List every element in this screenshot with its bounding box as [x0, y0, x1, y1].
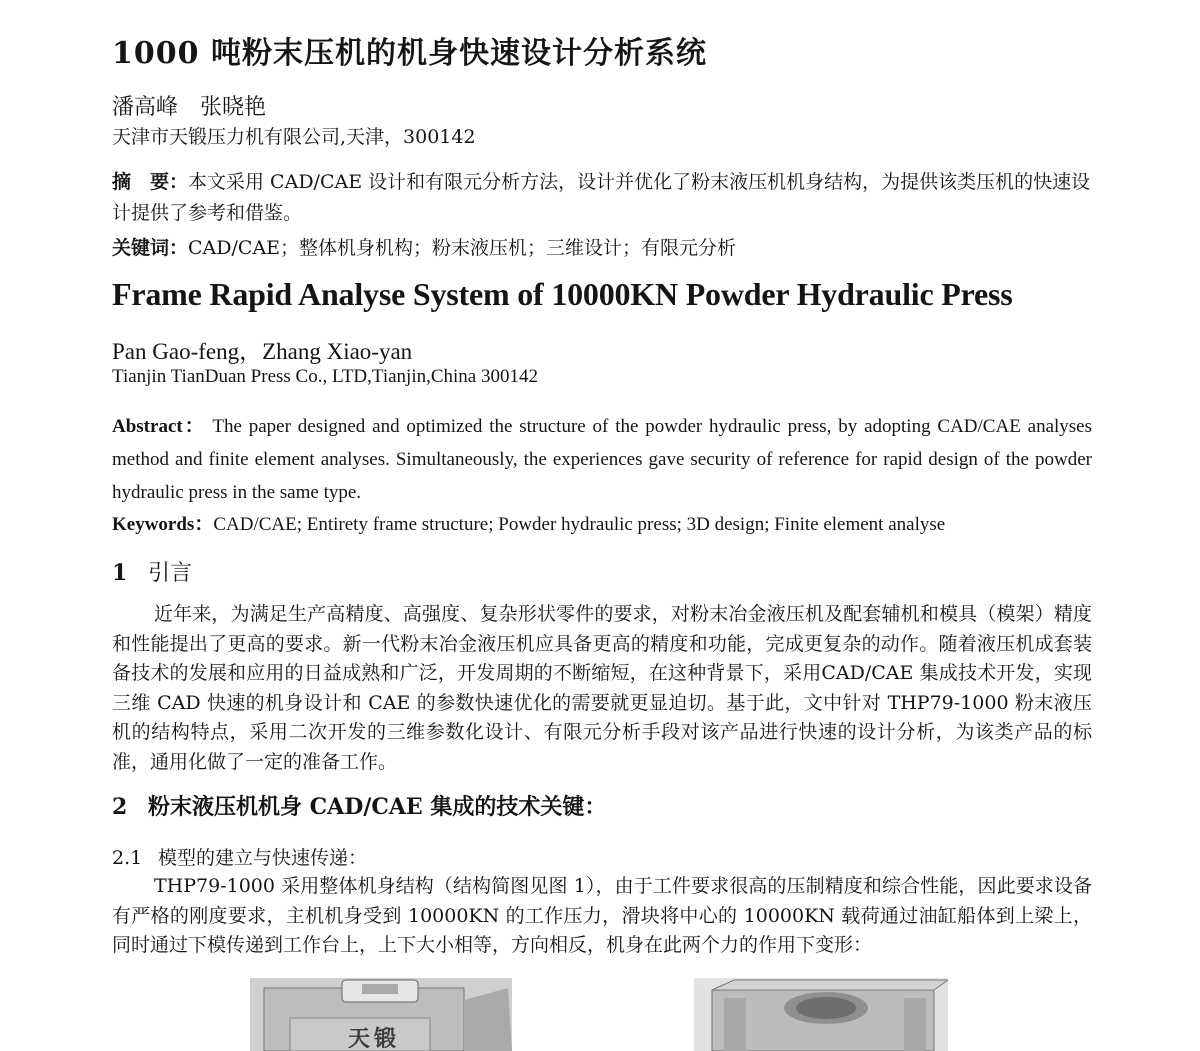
section-1-number: 1 — [112, 560, 128, 586]
section-1-heading — [112, 556, 192, 587]
section-2-heading — [112, 790, 606, 821]
abstract-cn-text: 本文采用 CAD/CAE 设计和有限元分析方法，设计并优化了粉末液压机机身结构，为提供该类压机的快速设计提供了参考和借鉴。 — [112, 171, 1091, 224]
abstract-en-label: Abstract： — [112, 416, 206, 437]
keywords-en — [112, 509, 945, 536]
keywords-cn-text: CAD/CAE；整体机身机构；粉末液压机；三维设计；有限元分析 — [188, 237, 737, 259]
abstract-cn-label: 摘 要： — [112, 171, 189, 193]
paper-title-en: Frame Rapid Analyse System of 10000KN Powder Hydraulic Press — [112, 276, 1013, 312]
affiliation-en: Tianjin TianDuan Press Co., LTD,Tianjin,China 300142 — [112, 366, 538, 387]
abstract-cn — [112, 167, 1092, 229]
section-2-1-number: 2.1 — [112, 847, 143, 869]
abstract-en — [112, 410, 1092, 509]
section-1-title: 引言 — [148, 561, 193, 586]
press-model-right-illustration — [694, 978, 948, 1051]
press-brand-label: 天锻 — [348, 1027, 401, 1051]
keywords-en-label: Keywords： — [112, 514, 214, 535]
section-2-number: 2 — [112, 794, 128, 820]
authors-cn: 潘高峰 张晓艳 — [112, 95, 267, 120]
section-2-1-heading — [112, 843, 367, 870]
keywords-cn-label: 关键词： — [112, 237, 189, 259]
affiliation-cn: 天津市天锻压力机有限公司,天津，300142 — [112, 126, 476, 148]
paper-title-cn: 1000 吨粉末压机的机身快速设计分析系统 — [112, 36, 707, 71]
section-2-1-title: 模型的建立与快速传递： — [158, 847, 368, 869]
abstract-en-text: The paper designed and optimized the structure of the powder hydraulic press, by adopting CAD/CAE analyses method and finite element analyses. Simultaneously, the experiences gave security of reference for rapid design of the powder hydraulic press in the same type. — [112, 416, 1093, 503]
section-2-1-paragraph: THP79-1000 采用整体机身结构（结构简图见图 1），由于工件要求很高的压制精度和综合性能，因此要求设备有严格的刚度要求，主机机身受到 10000KN 的工作压力，滑块将中心的 10000KN 载荷通过油缸船体到上梁上，同时通过下模传递到工作台上，上下大小相等，方向相反，机身在此两个力的作用下变形： — [112, 875, 1092, 956]
section-2-title: 粉末液压机机身 CAD/CAE 集成的技术关键： — [148, 794, 607, 820]
figure-press-model-right — [694, 978, 948, 1051]
figure-press-photo-left — [250, 978, 512, 1051]
authors-en: Pan Gao-feng，Zhang Xiao-yan — [112, 339, 413, 364]
keywords-en-text: CAD/CAE; Entirety frame structure; Powder hydraulic press; 3D design; Finite element analyse — [213, 514, 946, 535]
section-1-paragraph: 近年来，为满足生产高精度、高强度、复杂形状零件的要求，对粉末冶金液压机及配套辅机和模具（模架）精度和性能提出了更高的要求。新一代粉末冶金液压机应具备更高的精度和功能，完成更复杂的动作。随着液压机成套装备技术的发展和应用的日益成熟和广泛，开发周期的不断缩短，在这种背景下，采用CAD/CAE 集成技术开发，实现三维 CAD 快速的机身设计和 CAE 的参数快速优化的需要就更显迫切。基于此，文中针对 THP79-1000 粉末液压机的结构特点，采用二次开发的三维参数化设计、有限元分析手段对该产品进行快速的设计分析，为该类产品的标准，通用化做了一定的准备工作。 — [112, 603, 1092, 773]
keywords-cn — [112, 233, 736, 260]
